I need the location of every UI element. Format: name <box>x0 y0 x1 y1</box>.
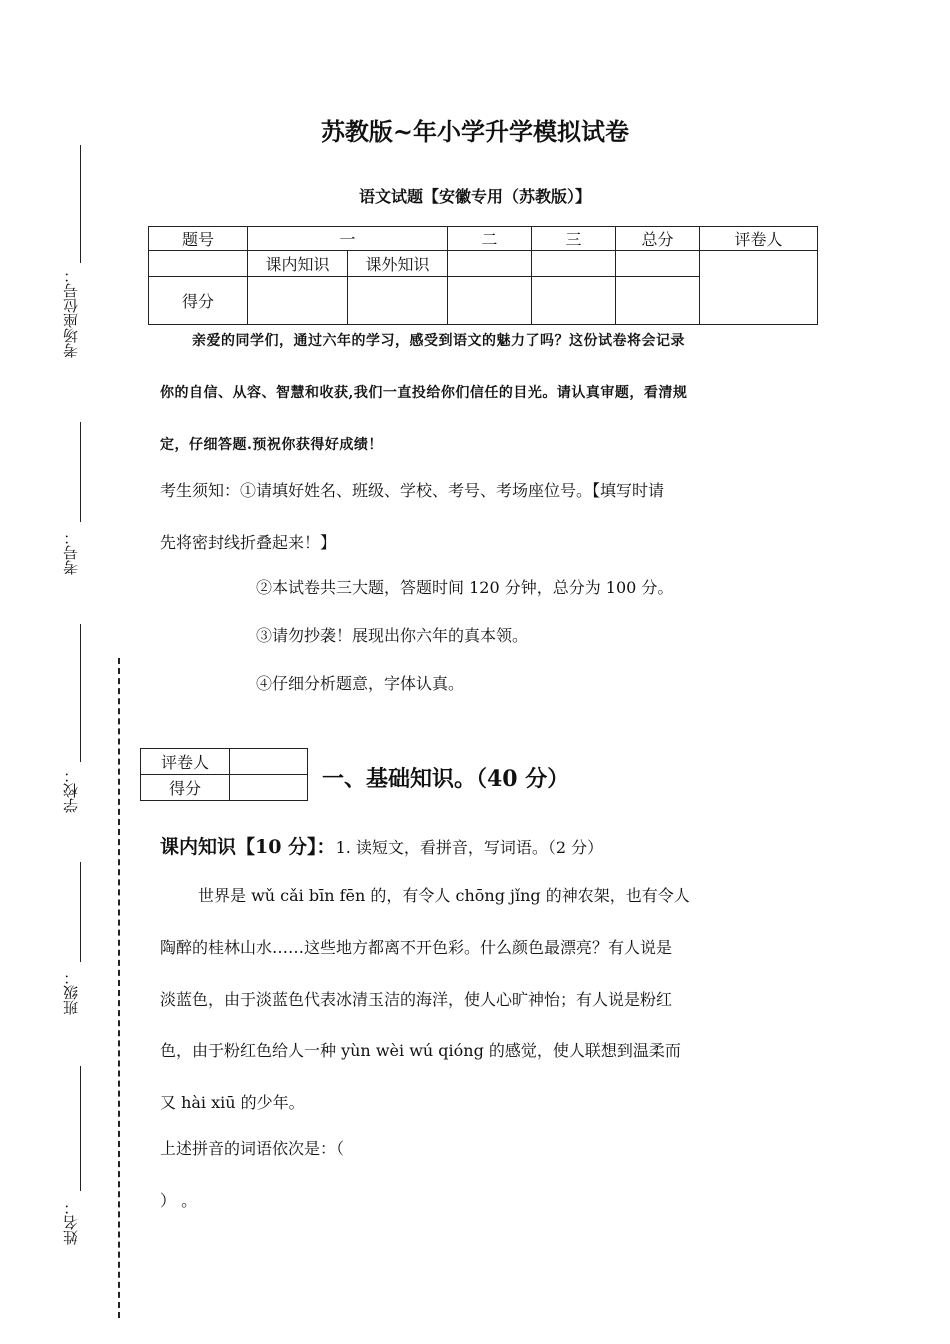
question-line <box>160 832 603 859</box>
passage-line: 淡蓝色，由于淡蓝色代表冰清玉洁的海洋，使人心旷神怡；有人说是粉红 <box>160 990 673 1009</box>
subsection-title: 课内知识【10 分】： <box>160 836 336 858</box>
section-heading: 一、基础知识。（40 分） <box>322 766 570 792</box>
mini-score-label: 得分 <box>141 775 230 801</box>
seat-number-label: 考场座位号： <box>62 268 80 358</box>
school-label: 学校： <box>62 768 80 813</box>
page-title: 苏教版~年小学升学模拟试卷 <box>320 117 630 146</box>
sub-header-in-class: 课内知识 <box>248 251 348 277</box>
question-text: 1. 读短文，看拼音，写词语。（2 分） <box>335 838 604 857</box>
intro-line: 定，仔细答题.预祝你获得好成绩！ <box>160 437 383 453</box>
score-cell <box>348 277 448 325</box>
section-score-table <box>140 748 308 801</box>
mini-reviewer-label: 评卷人 <box>141 749 230 775</box>
blank-cell <box>616 251 700 277</box>
passage-line: 又 hài xiū 的少年。 <box>160 1093 305 1112</box>
blank-cell <box>149 251 248 277</box>
passage-line: 世界是 wǔ cǎi bīn fēn 的，有令人 chōng jǐng 的神农架，也有令人 <box>198 886 690 905</box>
seal-dashed-line <box>118 658 120 1318</box>
header-part-two: 二 <box>448 227 532 251</box>
answer-prompt: 上述拼音的词语依次是：（ <box>160 1139 345 1158</box>
notice-line: 考生须知：①请填好姓名、班级、学校、考号、考场座位号。【填写时请 <box>160 481 665 500</box>
class-label: 班级： <box>62 970 80 1015</box>
intro-line: 亲爱的同学们，通过六年的学习，感受到语文的魅力了吗？这份试卷将会记录 <box>192 333 685 349</box>
score-cell <box>616 277 700 325</box>
score-cell <box>248 277 348 325</box>
header-part-three: 三 <box>532 227 616 251</box>
name-label: 姓名： <box>62 1200 80 1245</box>
header-part-one: 一 <box>248 227 448 251</box>
exam-number-label: 考号： <box>62 530 80 575</box>
score-row-label: 得分 <box>149 277 248 325</box>
score-cell <box>448 277 532 325</box>
blank-cell <box>532 251 616 277</box>
passage-line: 色，由于粉红色给人一种 yùn wèi wú qióng 的感觉，使人联想到温柔而 <box>160 1041 681 1060</box>
header-reviewer: 评卷人 <box>700 227 818 251</box>
blank-cell <box>448 251 532 277</box>
intro-line: 你的自信、从容、智慧和收获,我们一直投给你们信任的目光。请认真审题，看清规 <box>160 385 688 401</box>
notice-line: ③请勿抄袭！展现出你六年的真本领。 <box>256 626 529 645</box>
mini-score-cell <box>230 775 308 801</box>
page-subtitle: 语文试题【安徽专用（苏教版）】 <box>358 187 591 206</box>
sub-header-extra: 课外知识 <box>348 251 448 277</box>
reviewer-cell <box>700 251 818 325</box>
header-question-no: 题号 <box>149 227 248 251</box>
answer-blank[interactable]: ） 。 <box>160 1191 198 1210</box>
score-table <box>148 226 818 325</box>
score-cell <box>532 277 616 325</box>
notice-line: ②本试卷共三大题，答题时间 120 分钟，总分为 100 分。 <box>256 578 674 597</box>
mini-reviewer-cell <box>230 749 308 775</box>
notice-line: ④仔细分析题意，字体认真。 <box>256 674 465 693</box>
notice-line: 先将密封线折叠起来！】 <box>160 533 337 552</box>
header-total: 总分 <box>616 227 700 251</box>
passage-line: 陶醉的桂林山水……这些地方都离不开色彩。什么颜色最漂亮？有人说是 <box>160 938 673 957</box>
